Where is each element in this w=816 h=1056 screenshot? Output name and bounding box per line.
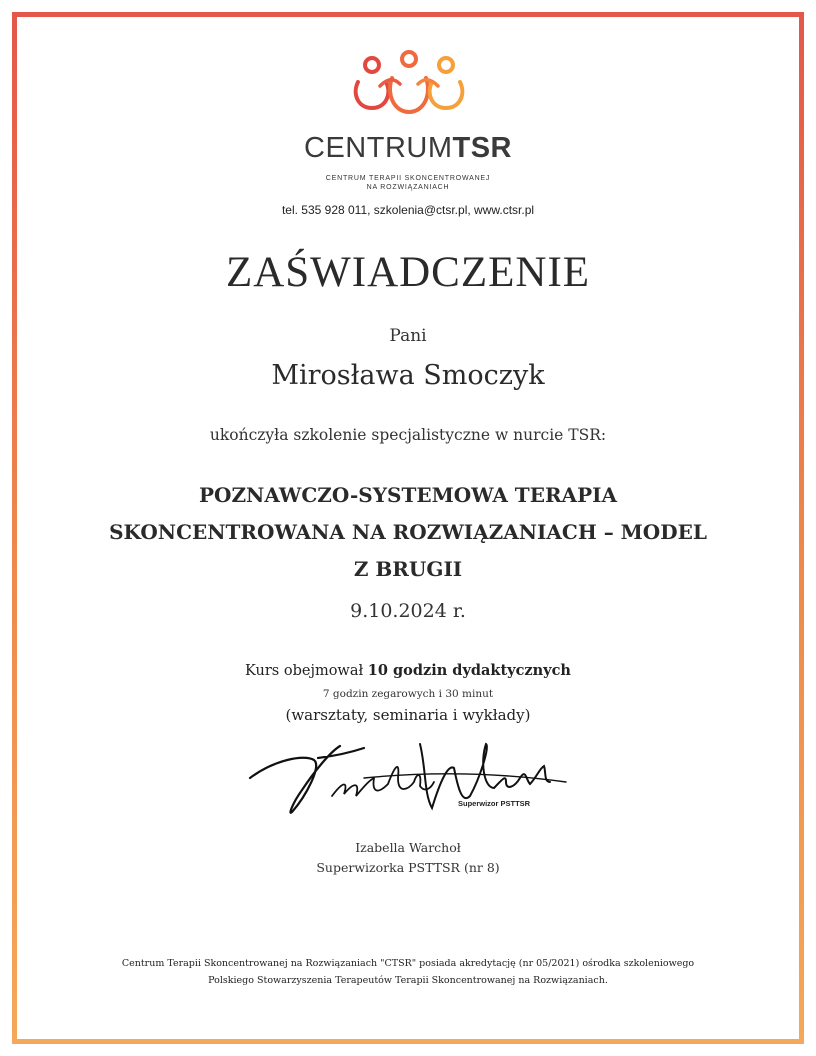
course-title-line1: POZNAWCZO-SYSTEMOWA TERAPIA [199,483,617,507]
three-people-logo-icon [350,48,468,118]
brand-subtitle-line1: CENTRUM TERAPII SKONCENTROWANEJ [325,175,491,182]
signer-name: Izabella Warchoł [355,840,461,855]
brand-subtitle-line2: NA ROZWIĄZANIACH [366,184,450,191]
signer-role: Superwizorka PSTTSR (nr 8) [316,860,500,875]
salutation: Pani [389,326,427,346]
completion-statement: ukończyła szkolenie specjalistyczne w nurcie TSR: [209,426,607,444]
signer-block [0,838,816,878]
brand-name-light: CENTRUM [304,132,453,164]
signature-stamp: Superwizor PSTTSR [458,799,531,808]
course-hours-bold: 10 godzin dydaktycznych [367,662,571,679]
recipient-name: Mirosława Smoczyk [271,360,545,391]
accreditation-line2: Polskiego Stowarzyszenia Terapeutów Terapii Skoncentrowanej na Rozwiązaniach. [208,975,608,986]
brand-name [0,132,816,165]
course-date: 9.10.2024 r. [350,600,466,622]
brand-subtitle [0,174,816,192]
accreditation-line1: Centrum Terapii Skoncentrowanej na Rozwiązaniach "CTSR" posiada akredytację (nr 05/2021) ośrodka szkoleniowego [121,958,695,969]
brand-name-bold: TSR [452,132,512,164]
course-hours [0,662,816,679]
certificate-title: ZAŚWIADCZENIE [225,249,591,296]
course-title [90,477,726,588]
clock-hours: 7 godzin zegarowych i 30 minut [322,688,494,700]
course-format: (warsztaty, seminaria i wykłady) [285,706,531,724]
contact-info: tel. 535 928 011, szkolenia@ctsr.pl, www.ctsr.pl [281,203,535,217]
course-hours-prefix: Kurs obejmował [245,663,368,679]
course-title-line2: SKONCENTROWANA NA ROZWIĄZANIACH – MODEL [109,520,707,544]
accreditation-note [60,955,756,989]
course-title-line3: Z BRUGII [353,557,463,581]
